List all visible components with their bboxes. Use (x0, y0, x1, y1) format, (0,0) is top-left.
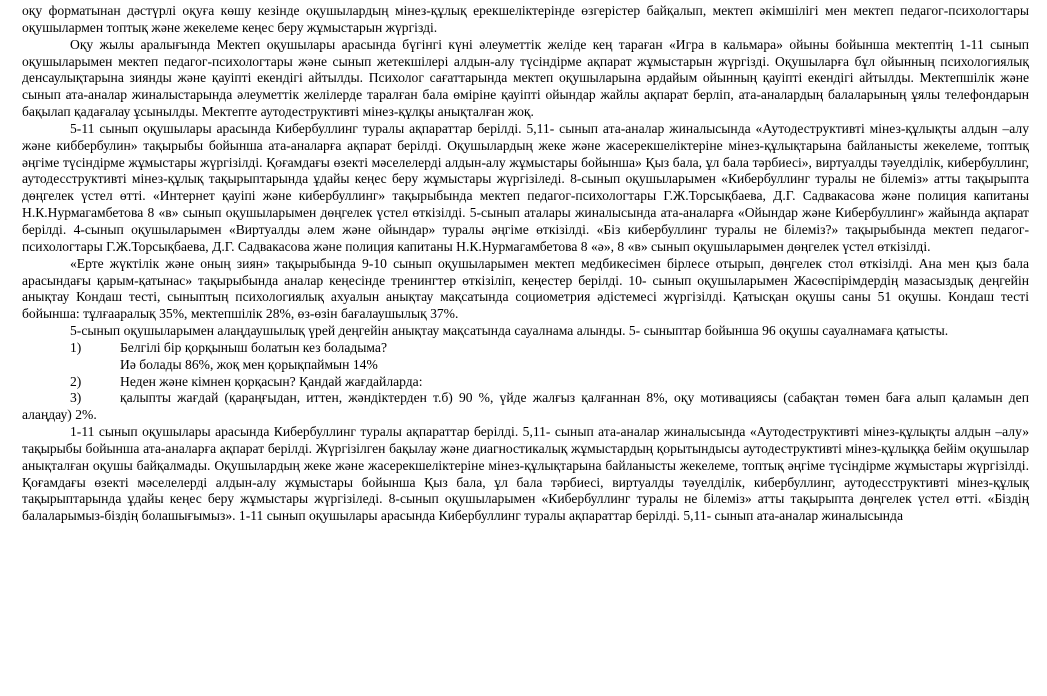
paragraph-intro: оқу форматынан дәстүрлі оқуға көшу кезінде оқушылардың мінез-құлық ерекшеліктерінде өзгерістер байқалып, мектеп әкімшілігі мен мектеп педагог-психологтары оқушылармен топтық және жекелеме кеңес беру жұмыстарын жүргізді. (22, 3, 1029, 35)
survey-question-3 (22, 390, 1029, 424)
survey-question-2 (22, 374, 1029, 391)
paragraph-squid-game: Оқу жылы аралығында Мектеп оқушылары арасында бүгінгі күні әлеуметтік желіде кең тараған «Игра в кальмара» ойыны бойынша мектептің 1-11 сынып оқушыларымен мектеп педагог-психологтары және сынып жетекшілері алдын-алу түсіндірме ақпарат жұмыстарын жүргізді. Оқушыларға бұл ойынның психологиялық денсаулықтарына зиянды және қауіпті екендігі айтылды. Психолог сағаттарында мектеп оқушыларына әрдайым ойынның қауіпті екендігі айтылды. Мектепшілік және сынып ата-аналар жиналыстарында әлеуметтік желілерде таралған бала өміріне қауіпті ойындар жайлы ақпарат берліп, ата-аналардың балаларының ұялы телефондарын бақылап қадағалау ұсынылды. Мектепте аутодеструктивті мінез-құлқы анықталған жоқ. (22, 36, 1029, 120)
survey-question-1-text: Белгілі бір қорқыныш болатын кез боладыма? (120, 339, 387, 355)
survey-question-3-number: 3) (70, 390, 82, 406)
paragraph-anxiety-survey: 5-сынып оқушыларымен алаңдаушылық үрей деңгейін анықтау мақсатында сауалнама алынды. 5- сыныптар бойынша 96 оқушы сауалнамаға қатысты. (70, 323, 949, 339)
paragraph-final: 1-11 сынып оқушылары арасында Кибербуллинг туралы ақпараттар берілді. 5,11- сынып ата-аналар жиналысында «Аутодеструктивті мінез-құлықты алдын –алу» тақырыбы бойынша ата-аналарға ақпарат берілді. Жүргізілген бақылау және диагностикалық жұмыстардың қорытындысы аутодеструктивті мінез-құлыққа бейім оқушылар анықталған оқушы байқалмады. Оқушылардың жеке және жасерекшеліктеріне мінез-құлықтарына байланысты жекелеме, топтық әңгіме түсіндірме жұмыстары жүргізілді. Қоғамдағы өзекті мәселелерді алдын-алу жұмыстары бойынша Қыз бала, ұл бала тәрбиесі, виртуалды тәуелділік, кибербуллинг, аутодесструктивті мінез-құлық тақырыптарында ұдайы кеңес беру жұмыстары жүргізіледі. 8-сынып оқушыларымен «Кибербуллинг туралы не білеміз» атты тақырыпта дөңгелек үстел өтті. «Біздің балаларымыз-біздің болашығымыз». 1-11 сынып оқушылары арасында Кибербуллинг туралы ақпараттар берілді. 5,11- сынып ата-аналар жиналысында (22, 424, 1029, 524)
survey-question-2-text: Неден және кімнен қорқасын? Қандай жағдайларда: (120, 373, 423, 389)
survey-question-3-text: қалыпты жағдай (қараңғыдан, иттен, жәндіктерден т.б) 90 %, үйде жалғыз қалғаннан 8%, оқу мотивациясы (сабақтан төмен баға алып қаламын деп алаңдау) 2%. (22, 390, 1029, 423)
survey-question-1-number: 1) (70, 339, 82, 355)
paragraph-cyberbullying: 5-11 сынып оқушылары арасында Кибербуллинг туралы ақпараттар берілді. 5,11- сынып ата-аналар жиналысында «Аутодеструктивті мінез-құлықты алдын –алу және киббербулин» тақырыбы бойынша ата-аналарға ақпарат берілді. Оқушылардың жеке және жасерекшеліктеріне мінез-құлықтарына байланысты жекелеме, топтық әңгіме түсіндірме жұмыстары жүргізілді. Қоғамдағы өзекті мәселелерді алдын-алу жұмыстары бойынша» Қыз бала, ұл бала тәрбиесі», виртуалды тәуелділік, кибербуллинг, аутодесструктивті мінез-құлық тақырыптарында ұдайы кеңес беру жұмыстары жүргізіледі. 8-сынып оқушыларымен «Кибербуллинг туралы не білеміз» атты тақырыпта дөңгелек үстел өтті. «Интернет қауіпі және кибербуллинг» тақырыбында мектеп педагог-психологтары Г.Ж.Торсықбаева, Д.Г. Садвакасова және полиция капитаны Н.К.Нурмагамбетова 8 «в» сынып оқушыларымен дөңгелек үстел өткізілді. 5-сынып аталары жиналысында ата-аналарға «Ойындар және Кибербуллинг» жайында ақпарат берілді. 4-сынып оқушыларымен «Виртуалды әлем және ойындар» туралы әңгіме өткізілді. «Біз кибербуллинг туралы не білеміз?» тақырыбында мектеп педагог-психологтары Г.Ж.Торсықбаева, Д.Г. Садвакасова және полиция капитаны Н.К.Нурмагамбетова 8 «ә», 8 «в» сынып оқушыларымен дөңгелек үстел өткізілді. (22, 120, 1029, 254)
survey-question-1-answer: Иә болады 86%, жоқ мен қорықпаймын 14% (120, 356, 378, 372)
survey-question-2-number: 2) (70, 373, 82, 389)
document-body (22, 3, 1029, 525)
survey-question-1 (22, 340, 1029, 357)
paragraph-early-pregnancy: «Ерте жүктілік және оның зиян» тақырыбында 9-10 сынып оқушыларымен мектеп медбикесімен бірлесе отырып, дөңгелек стол өткізілді. Ана мен қыз бала арасындағы қарым-қатынас» тақырыбында аналар кеңесінде тренингтер өткізіліп, кеңестер берілді. 10- сынып оқушыларымен Жасөспірімдердің мазасыздық деңгейін анықтау Кондаш тесті, сыныптың психологиялық ахуалын анықтау мақсатында социометрия әдістемесі жүргізілді. Қатысқан оқушы саны 51 оқушы. Кондаш тесті бойынша: тұлғааралық 35%, мектепшілік 28%, өз-өзін бағалаушылық 37%. (22, 255, 1029, 322)
